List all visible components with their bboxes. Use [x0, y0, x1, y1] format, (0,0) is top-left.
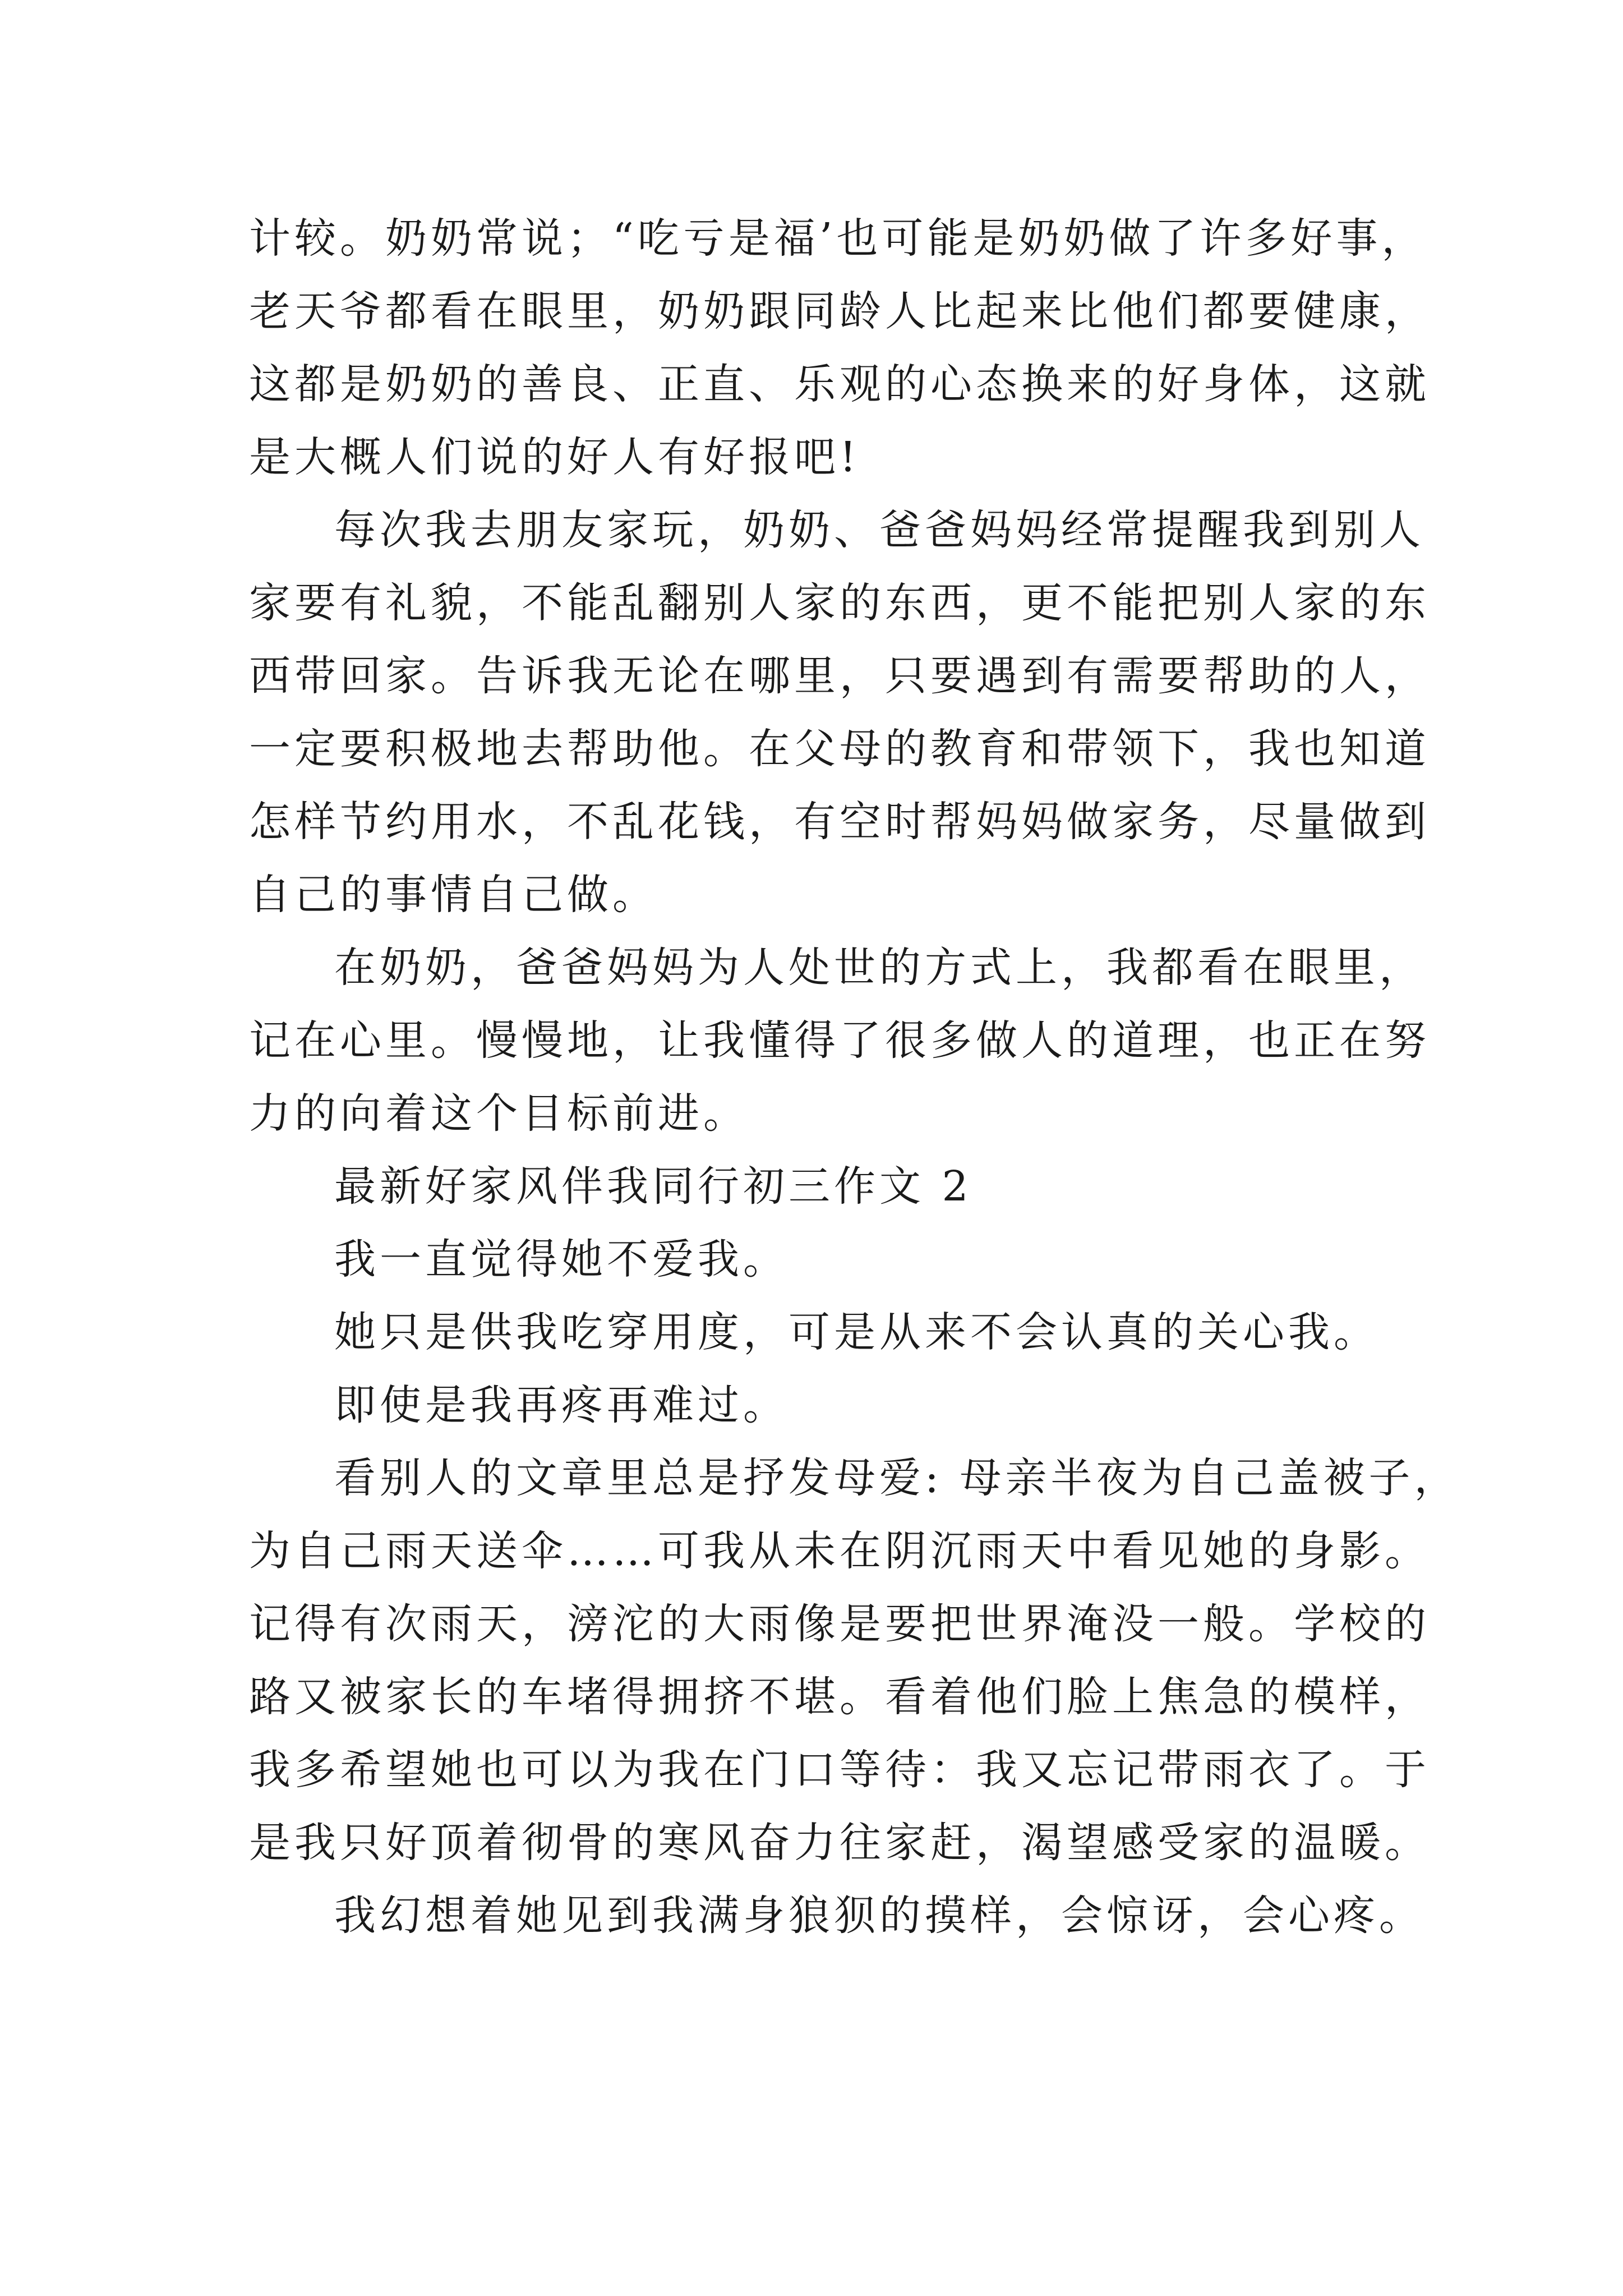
document-body	[249, 202, 1460, 1952]
text-line: 这都是奶奶的善良、正直、乐观的心态换来的好身体，这就	[249, 360, 1430, 408]
text-line: 最新好家风伴我同行初三作文 2	[334, 1162, 972, 1211]
text-line: 路又被家长的车堵得拥挤不堪。看着他们脸上焦急的模样，	[249, 1673, 1430, 1721]
text-line: 西带回家。告诉我无论在哪里，只要遇到有需要帮助的人，	[249, 652, 1430, 700]
text-line: 每次我去朋友家玩，奶奶、爸爸妈妈经常提醒我到别人	[334, 506, 1424, 554]
text-line: 是大概人们说的好人有好报吧!	[249, 433, 860, 481]
text-line: 她只是供我吃穿用度，可是从来不会认真的关心我。	[334, 1308, 1379, 1356]
text-line: 看别人的文章里总是抒发母爱: 母亲半夜为自己盖被子，	[334, 1454, 1460, 1502]
text-line: 记在心里。慢慢地，让我懂得了很多做人的道理，也正在努	[249, 1016, 1430, 1065]
text-line: 记得有次雨天，滂沱的大雨像是要把世界淹没一般。学校的	[249, 1600, 1430, 1648]
text-line: 在奶奶，爸爸妈妈为人处世的方式上，我都看在眼里，	[334, 944, 1424, 992]
text-line: 自己的事情自己做。	[249, 871, 658, 919]
text-line: 计较。奶奶常说；“吃亏是福’也可能是奶奶做了许多好事，	[249, 214, 1427, 263]
text-line: 家要有礼貌，不能乱翻别人家的东西，更不能把别人家的东	[249, 579, 1430, 627]
text-line: 我多希望她也可以为我在门口等待：我又忘记带雨衣了。于	[249, 1746, 1430, 1794]
text-line: 即使是我再疼再难过。	[334, 1381, 789, 1429]
text-line: 我幻想着她见到我满身狼狈的摸样，会惊讶，会心疼。	[334, 1892, 1424, 1940]
text-line: 力的向着这个目标前进。	[249, 1089, 749, 1138]
text-line: 为自己雨天送伞……可我从未在阴沉雨天中看见她的身影。	[249, 1527, 1430, 1575]
text-line: 一定要积极地去帮助他。在父母的教育和带领下，我也知道	[249, 725, 1430, 773]
text-line: 老天爷都看在眼里，奶奶跟同龄人比起来比他们都要健康，	[249, 287, 1430, 335]
text-line: 怎样节约用水，不乱花钱，有空时帮妈妈做家务，尽量做到	[249, 798, 1430, 846]
text-line: 是我只好顶着彻骨的寒风奋力往家赶，渴望感受家的温暖。	[249, 1819, 1430, 1867]
text-line: 我一直觉得她不爱我。	[334, 1235, 789, 1283]
